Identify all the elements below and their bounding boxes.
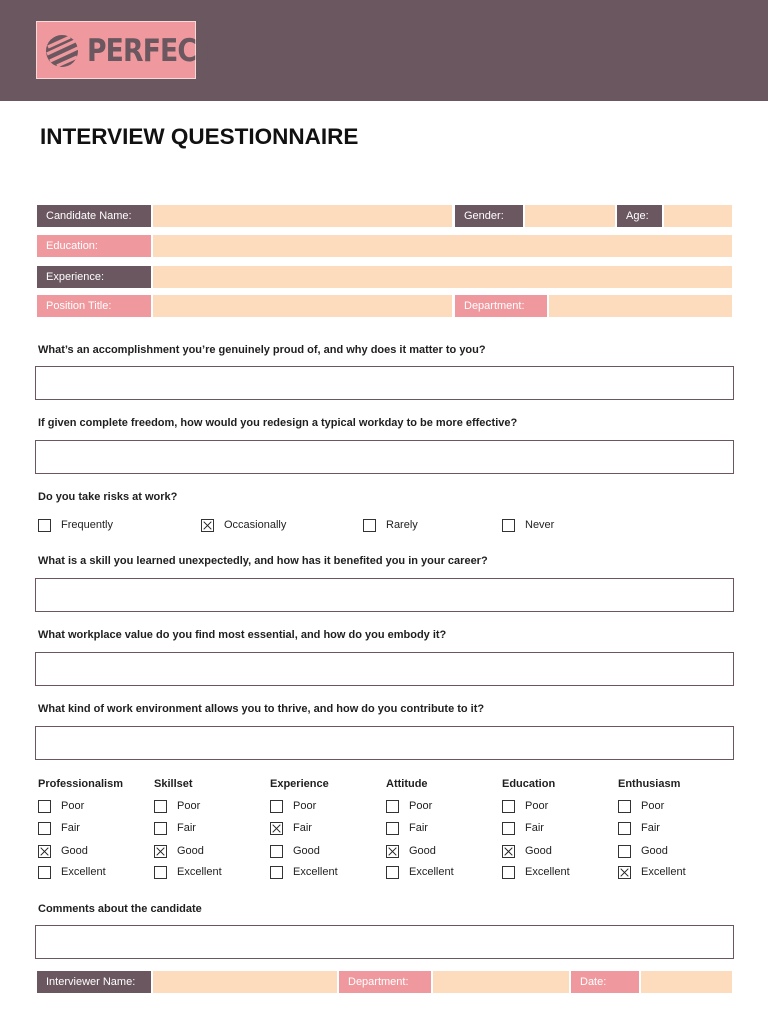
- risk-checkbox-occasionally[interactable]: [201, 519, 214, 532]
- rating-heading-skillset: Skillset: [154, 778, 193, 790]
- comments-label: Comments about the candidate: [38, 903, 202, 915]
- interviewer-name-field[interactable]: [153, 971, 337, 993]
- rating-attitude-good-checkbox[interactable]: [386, 845, 399, 858]
- rating-attitude-poor-checkbox[interactable]: [386, 800, 399, 813]
- answer-redesign-workday[interactable]: [35, 440, 734, 474]
- rating-education-poor-label: Poor: [525, 800, 549, 812]
- rating-enthusiasm-good-checkbox[interactable]: [618, 845, 631, 858]
- risk-checkbox-rarely[interactable]: [363, 519, 376, 532]
- rating-skillset-good-checkbox[interactable]: [154, 845, 167, 858]
- experience-label: Experience:: [37, 266, 151, 288]
- risk-label-occasionally: Occasionally: [224, 519, 287, 531]
- rating-enthusiasm-poor-checkbox[interactable]: [618, 800, 631, 813]
- answer-work-environment[interactable]: [35, 726, 734, 760]
- rating-attitude-excellent-label: Excellent: [409, 866, 454, 878]
- department-field[interactable]: [549, 295, 732, 317]
- rating-enthusiasm-fair-label: Fair: [641, 822, 660, 834]
- rating-experience-fair-checkbox[interactable]: [270, 822, 283, 835]
- answer-skill-learned[interactable]: [35, 578, 734, 612]
- question-risks: Do you take risks at work?: [38, 491, 178, 503]
- rating-professionalism-fair-label: Fair: [61, 822, 80, 834]
- position-title-label: Position Title:: [37, 295, 151, 317]
- age-label: Age:: [617, 205, 662, 227]
- rating-attitude-fair-label: Fair: [409, 822, 428, 834]
- question-work-environment: What kind of work environment allows you to thrive, and how do you contribute to it?: [38, 703, 485, 715]
- rating-heading-enthusiasm: Enthusiasm: [618, 778, 681, 790]
- rating-enthusiasm-excellent-label: Excellent: [641, 866, 686, 878]
- rating-experience-excellent-checkbox[interactable]: [270, 866, 283, 879]
- candidate-name-field[interactable]: [153, 205, 452, 227]
- rating-education-fair-checkbox[interactable]: [502, 822, 515, 835]
- rating-skillset-fair-checkbox[interactable]: [154, 822, 167, 835]
- rating-education-good-checkbox[interactable]: [502, 845, 515, 858]
- rating-heading-professionalism: Professionalism: [38, 778, 123, 790]
- checkmark-x-icon: [202, 520, 213, 531]
- rating-skillset-poor-checkbox[interactable]: [154, 800, 167, 813]
- candidate-name-label: Candidate Name:: [37, 205, 151, 227]
- checkmark-x-icon: [155, 846, 166, 857]
- rating-heading-experience: Experience: [270, 778, 329, 790]
- department-label: Department:: [455, 295, 547, 317]
- rating-skillset-poor-label: Poor: [177, 800, 201, 812]
- logo-text: PERFECT: [87, 33, 214, 69]
- checkmark-x-icon: [503, 846, 514, 857]
- risk-checkbox-frequently[interactable]: [38, 519, 51, 532]
- risk-checkbox-never[interactable]: [502, 519, 515, 532]
- rating-education-fair-label: Fair: [525, 822, 544, 834]
- rating-professionalism-fair-checkbox[interactable]: [38, 822, 51, 835]
- rating-experience-poor-checkbox[interactable]: [270, 800, 283, 813]
- rating-heading-attitude: Attitude: [386, 778, 428, 790]
- rating-attitude-fair-checkbox[interactable]: [386, 822, 399, 835]
- rating-attitude-excellent-checkbox[interactable]: [386, 866, 399, 879]
- education-label: Education:: [37, 235, 151, 257]
- rating-attitude-good-label: Good: [409, 845, 436, 857]
- comments-box[interactable]: [35, 925, 734, 959]
- interviewer-name-label: Interviewer Name:: [37, 971, 151, 993]
- education-field[interactable]: [153, 235, 732, 257]
- gender-field[interactable]: [525, 205, 615, 227]
- rating-skillset-excellent-label: Excellent: [177, 866, 222, 878]
- risk-label-rarely: Rarely: [386, 519, 418, 531]
- rating-professionalism-excellent-checkbox[interactable]: [38, 866, 51, 879]
- risk-label-never: Never: [525, 519, 555, 531]
- checkmark-x-icon: [271, 823, 282, 834]
- question-workplace-value: What workplace value do you find most essential, and how do you embody it?: [38, 629, 447, 641]
- experience-field[interactable]: [153, 266, 732, 288]
- rating-skillset-excellent-checkbox[interactable]: [154, 866, 167, 879]
- rating-heading-education: Education: [502, 778, 556, 790]
- rating-skillset-good-label: Good: [177, 845, 204, 857]
- rating-experience-fair-label: Fair: [293, 822, 312, 834]
- answer-workplace-value[interactable]: [35, 652, 734, 686]
- rating-education-excellent-checkbox[interactable]: [502, 866, 515, 879]
- question-accomplishment: What’s an accomplishment you’re genuinely proud of, and why does it matter to you?: [38, 344, 486, 356]
- question-redesign-workday: If given complete freedom, how would you redesign a typical workday to be more effective?: [38, 417, 518, 429]
- rating-professionalism-poor-checkbox[interactable]: [38, 800, 51, 813]
- checkmark-x-icon: [619, 867, 630, 878]
- position-title-field[interactable]: [153, 295, 452, 317]
- rating-experience-excellent-label: Excellent: [293, 866, 338, 878]
- risk-label-frequently: Frequently: [61, 519, 113, 531]
- gender-label: Gender:: [455, 205, 523, 227]
- rating-education-poor-checkbox[interactable]: [502, 800, 515, 813]
- date-field[interactable]: [641, 971, 732, 993]
- rating-professionalism-good-checkbox[interactable]: [38, 845, 51, 858]
- rating-enthusiasm-fair-checkbox[interactable]: [618, 822, 631, 835]
- rating-professionalism-poor-label: Poor: [61, 800, 85, 812]
- rating-professionalism-excellent-label: Excellent: [61, 866, 106, 878]
- question-skill-learned: What is a skill you learned unexpectedly, and how has it benefited you in your career?: [38, 555, 488, 567]
- rating-skillset-fair-label: Fair: [177, 822, 196, 834]
- footer-department-field[interactable]: [433, 971, 569, 993]
- date-label: Date:: [571, 971, 639, 993]
- rating-experience-good-label: Good: [293, 845, 320, 857]
- rating-experience-good-checkbox[interactable]: [270, 845, 283, 858]
- checkmark-x-icon: [387, 846, 398, 857]
- rating-enthusiasm-excellent-checkbox[interactable]: [618, 866, 631, 879]
- answer-accomplishment[interactable]: [35, 366, 734, 400]
- checkmark-x-icon: [39, 846, 50, 857]
- rating-education-good-label: Good: [525, 845, 552, 857]
- rating-experience-poor-label: Poor: [293, 800, 317, 812]
- rating-attitude-poor-label: Poor: [409, 800, 433, 812]
- rating-education-excellent-label: Excellent: [525, 866, 570, 878]
- rating-enthusiasm-good-label: Good: [641, 845, 668, 857]
- rating-professionalism-good-label: Good: [61, 845, 88, 857]
- footer-department-label: Department:: [339, 971, 431, 993]
- rating-enthusiasm-poor-label: Poor: [641, 800, 665, 812]
- logo: [36, 21, 214, 79]
- logo-mark-icon: [44, 33, 80, 69]
- page-title: INTERVIEW QUESTIONNAIRE: [40, 124, 359, 149]
- age-field[interactable]: [664, 205, 732, 227]
